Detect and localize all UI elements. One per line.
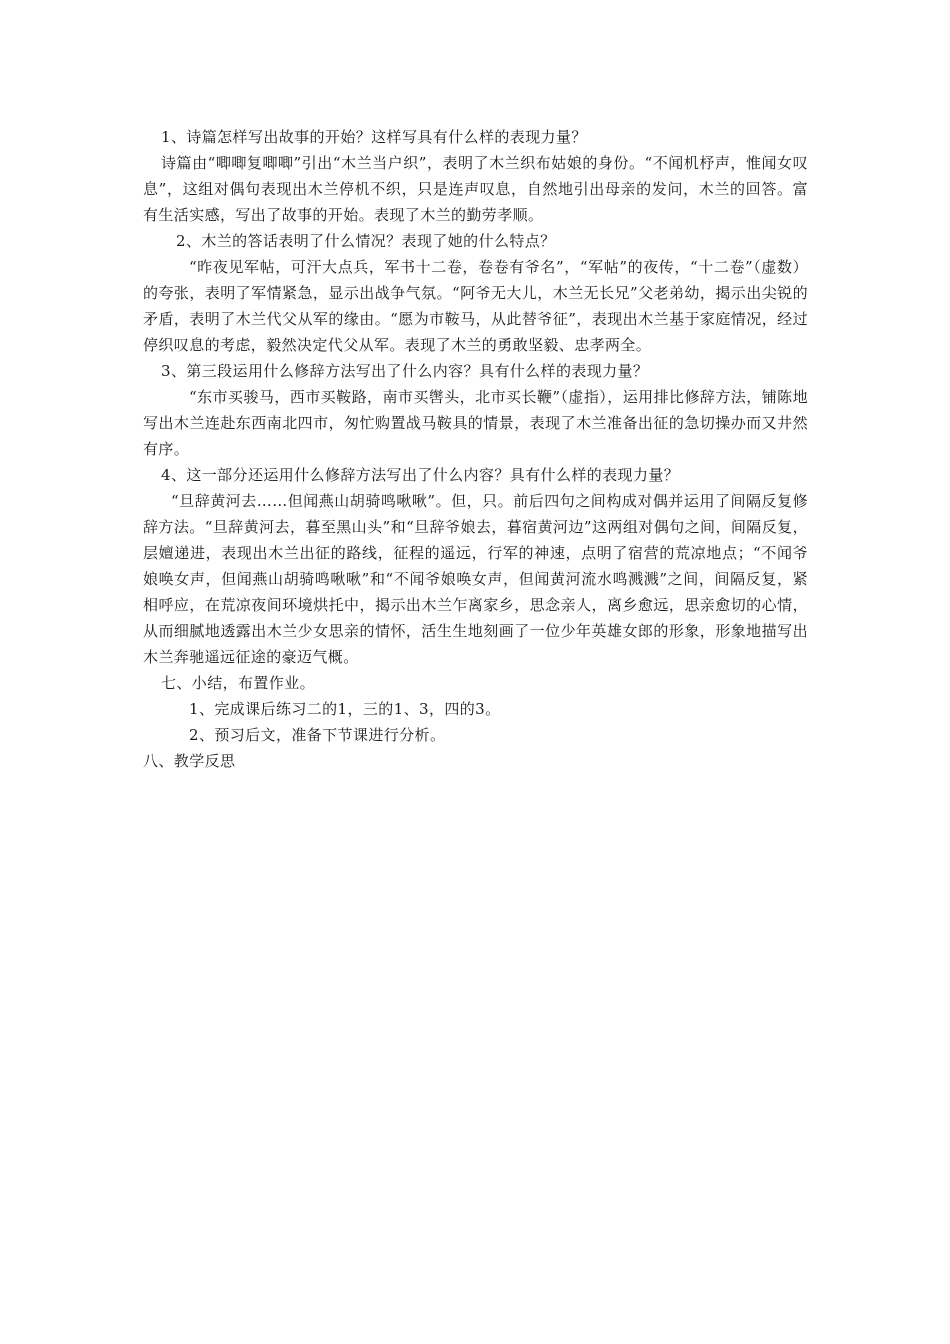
question-1: 1、诗篇怎样写出故事的开始？这样写具有什么样的表现力量？ xyxy=(161,128,587,146)
question-3: 3、第三段运用什么修辞方法写出了什么内容？具有什么样的表现力量？ xyxy=(161,362,649,380)
answer-1: 诗篇由“唧唧复唧唧”引出“木兰当户织”，表明了木兰织布姑娘的身份。“不闻机杼声，惟闻女叹息”，这组对偶句表现出木兰停机不织，只是连声叹息，自然地引出母亲的发问，木兰的回答。富有生活实感，写出了故事的开始。表现了木兰的勤劳孝顺。 xyxy=(143,154,808,224)
answer-3: “东市买骏马，西市买鞍路，南市买辔头，北市买长鞭”（虚指），运用排比修辞方法，铺陈地写出木兰连赴东西南北四市，匆忙购置战马鞍具的情景，表现了木兰准备出征的急切操办而又井然有序。 xyxy=(143,388,808,458)
question-4: 4、这一部分还运用什么修辞方法写出了什么内容？具有什么样的表现力量？ xyxy=(161,466,680,484)
answer-4: “旦辞黄河去……但闻燕山胡骑鸣啾啾”。但，只。前后四句之间构成对偶并运用了间隔反复修辞方法。“旦辞黄河去，暮至黑山头”和“旦辞爷娘去，暮宿黄河边”这两组对偶句之间，间隔反复，层嬗递进，表现出木兰出征的路线，征程的遥远，行军的神速，点明了宿营的荒凉地点；“不闻爷娘唤女声，但闻燕山胡骑鸣啾啾”和“不闻爷娘唤女声，但闻黄河流水鸣溅溅”之间，间隔反复，紧相呼应，在荒凉夜间环境烘托中，揭示出木兰乍离家乡，思念亲人，离乡愈远，思亲愈切的心情，从而细腻地透露出木兰少女思亲的情怀，活生生地刻画了一位少年英雄女郎的形象，形象地描写出木兰奔驰遥远征途的豪迈气概。 xyxy=(143,492,808,666)
homework-item-1: 1、完成课后练习二的1，三的1、3，四的3。 xyxy=(189,700,501,718)
document-body xyxy=(143,124,808,774)
homework-item-2: 2、预习后文，准备下节课进行分析。 xyxy=(189,726,446,744)
answer-2: “昨夜见军帖，可汗大点兵，军书十二卷，卷卷有爷名”，“军帖”的夜传，“十二卷”（虚数）的夸张，表明了军情紧急，显示出战争气氛。“阿爷无大儿，木兰无长兄”父老弟幼，揭示出尖锐的矛盾，表明了木兰代父从军的缘由。“愿为市鞍马，从此替爷征”，表现出木兰基于家庭情况，经过停织叹息的考虑，毅然决定代父从军。表现了木兰的勇敢坚毅、忠孝两全。 xyxy=(143,258,808,354)
section-7-heading: 七、小结，布置作业。 xyxy=(161,674,316,692)
question-2: 2、木兰的答话表明了什么情况？表现了她的什么特点？ xyxy=(176,232,556,250)
section-8-heading: 八、教学反思 xyxy=(143,752,236,770)
